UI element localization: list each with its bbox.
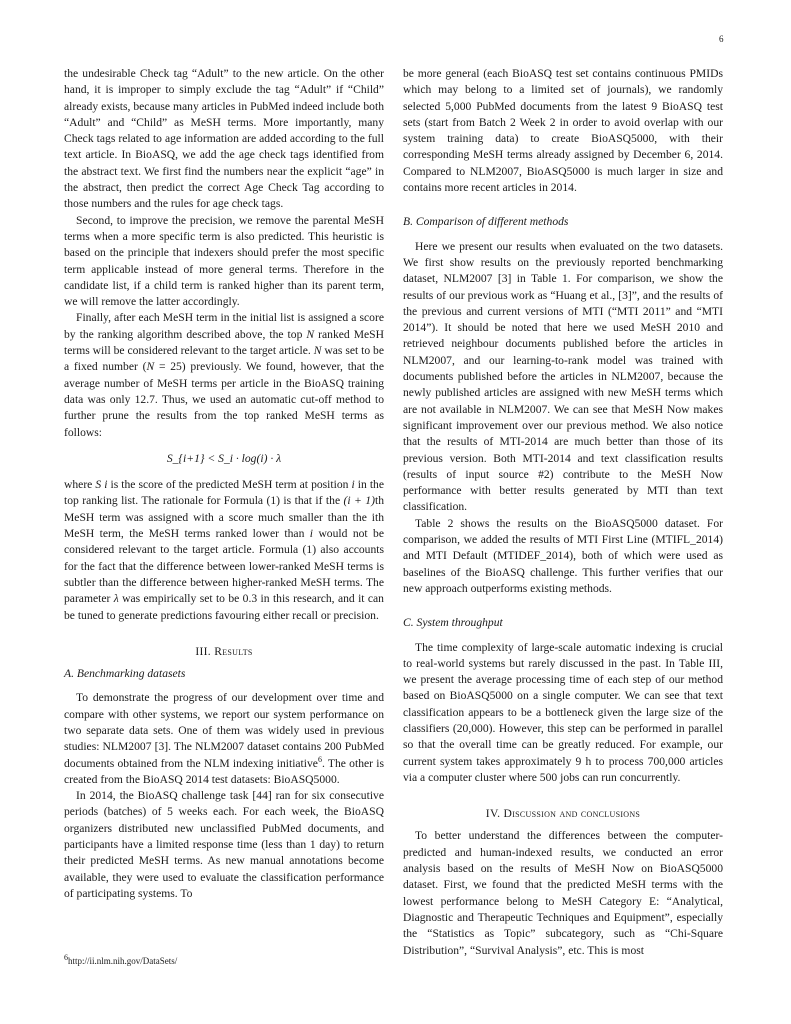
footnote (64, 955, 384, 967)
paragraph: Table 2 shows the results on the BioASQ5000 dataset. For comparison, we added the results of MTI First Line (MTIFL_2014) and MTI Default (MTIDEF_2014), both of which were used as baselines of the BioASQ challenge. This further verifies that our new approach outperforms existing methods. (403, 516, 723, 595)
paragraph: Finally, after each MeSH term in the initial list is assigned a score by the ranking algorithm described above, the top N ranked MeSH terms will be considered relevant to the target article. N was set to be a fixed number (N = 25) previously. We found, however, that the average number of MeSH terms per article in the BioASQ training data was only 12.7. Thus, we used an automatic cut-off method to further prune the results from the top ranked MeSH terms as follows: (64, 311, 384, 439)
section-heading: IV. Discussion and conclusions (485, 807, 641, 821)
footnote-mark: 6 (64, 953, 68, 962)
paragraph: the undesirable Check tag “Adult” to the new article. On the other hand, it is improper to simply exclude the tag “Adult” if “Child” already exists, because many articles in PubMed indeed include both “Adult” and “Child” as MeSH terms. More importantly, many Check tags related to age information are added according to the full text article. In BioASQ, we add the age check tags identified from the abstract text. We first find the numbers near the explicit “age” in the abstract, then predict the correct Age Check Tag according to those numbers and the rules for age check tags. (64, 67, 384, 211)
paragraph: where S i is the score of the predicted MeSH term at position i in the top ranking list. The rationale for Formula (1) is that if the (i + 1)th MeSH term was assigned with a score much smaller than the ith MeSH term, the MeSH terms ranked lower than i would not be considered relevant to the target article. Formula (1) also accounts for the fact that the difference between lower-ranked MeSH terms is subtler than the difference between higher-ranked MeSH terms. The parameter λ was empirically set to be 0.3 in this research, and it can be tuned to generate predictions favouring either recall or precision. (64, 478, 384, 622)
paragraph: In 2014, the BioASQ challenge task [44] ran for six consecutive periods (batches) of 5 weeks each. For each week, the BioASQ organizers distributed new unclassified PubMed documents, and participants have a limited response time (less than 1 day) to return their predicted MeSH terms. As new manual annotations become available, they were used to evaluate the classification performance of participating systems. To (64, 789, 384, 900)
footnote-mark: 6 (317, 754, 322, 764)
page-number: 6 (719, 34, 724, 44)
paragraph: To demonstrate the progress of our development over time and compare with other systems, we report our system performance on two separate data sets. One of them was widely used in previous studies: NLM2007 [3]. The NLM2007 dataset contains 200 PubMed documents obtained from the NLM indexing initiative$^6$. The other is created from the BioASQ 2014 test datasets: BioASQ5000. (64, 691, 384, 786)
subsection-heading: A. Benchmarking datasets (64, 667, 186, 681)
paragraph: Second, to improve the precision, we remove the parental MeSH terms when a more specific term is also predicted. This heuristic is based on the principle that indexers should prefer the most specific term applicable instead of more general terms. Therefore in the candidate list, if a child term is ranked higher than its parent term, we will remove the latter accordingly. (64, 213, 384, 309)
paragraph: Here we present our results when evaluated on the two datasets. We first show results on the previously reported benchmarking dataset, NLM2007 [3] in Table 1. For comparison, we show the results of our previous work as “Huang et al., [3]”, and the results of the previous and current versions of MTI (“MTI 2011” and “MTI 2014”). It should be noted that here we used MeSH 2010 and retrieved neighbour documents published before the articles in NLM2007, and our learning-to-rank model was trained with documents published before the articles in NLM2007, because the newly published articles are assigned with new MeSH terms which are not available in NLM2007. We can see that MeSH Now makes significant improvement over our previous method. We also notice that the results of MTI-2014 are much better than those of its previous version. Both MTI-2014 and text classification results (results of input source #2) contribute to the MeSH Now performance with better results generated by MTI than text classification. (403, 239, 723, 514)
paragraph: To better understand the differences between the computer-predicted and human-indexed results, we conducted an error analysis based on the results of MeSH Now on BioASQ5000 dataset. First, we found that the predicted MeSH terms with the lowest performance belong to MeSH Category E: “Analytical, Diagnostic and Therapeutic Techniques and Equipment”, especially the “Statistics as Topic” subcategory, such as “Chi-Square Distribution”, “Survival Analysis”, etc. This is most (403, 829, 723, 957)
formula (64, 451, 384, 467)
formula-text: S_{i+1} < S_i · log(i) · λ (166, 451, 282, 465)
subsection-heading: B. Comparison of different methods (403, 215, 569, 229)
footnote-link[interactable]: http://ii.nlm.nih.gov/DataSets/ (68, 956, 178, 966)
paragraph: The time complexity of large-scale automatic indexing is crucial to real-world systems but rarely discussed in the past. In Table III, we present the average processing time of each step of our method based on BioASQ5000 on a single computer. We can see that text classification appears to be a bottleneck given the large size of the classifiers (20,000). However, this step can be performed in parallel so that the overall time can be greatly reduced. For example, our current system takes approximately 9 h to process 700,000 articles via a computer cluster where 500 jobs can run concurrently. (403, 640, 723, 784)
section-heading: III. Results (195, 644, 253, 658)
subsection-heading: C. System throughput (403, 616, 503, 630)
right-column (403, 66, 723, 959)
left-column (64, 66, 384, 902)
paragraph: be more general (each BioASQ test set contains continuous PMIDs which may belong to a limited set of journals), we randomly selected 5,000 PubMed documents from the latest 9 BioASQ test sets (start from Batch 2 Week 2 in order to avoid overlap with our system training data) to create BioASQ5000, with their corresponding MeSH terms already assigned by December 6, 2014. Compared to NLM2007, BioASQ5000 is much larger in size and contains more recent articles in 2014. (403, 67, 723, 195)
